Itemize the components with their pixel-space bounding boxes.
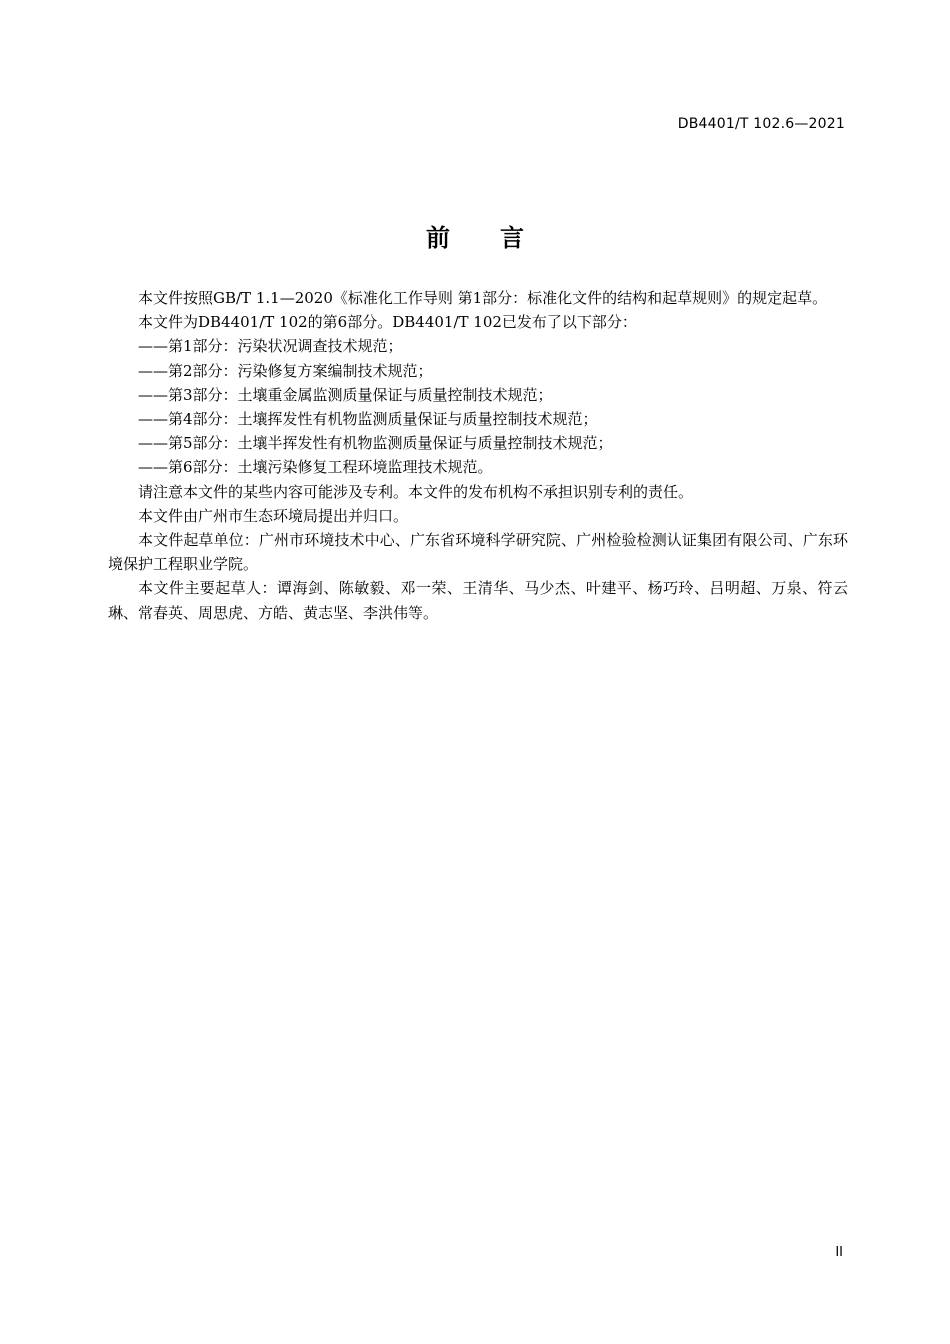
- list-item-part-3: ——第3部分：土壤重金属监测质量保证与质量控制技术规范；: [138, 385, 553, 404]
- paragraph-drafting-rules: 本文件按照GB/T 1.1—2020《标准化工作导则 第1部分：标准化文件的结构和起草规则》的规定起草。: [138, 289, 828, 307]
- list-item-part-2: ——第2部分：污染修复方案编制技术规范；: [138, 361, 433, 380]
- list-item-part-1: ——第1部分：污染状况调查技术规范；: [138, 337, 403, 356]
- paragraph-parts-intro: 本文件为DB4401/T 102的第6部分。DB4401/T 102已发布了以下部分：: [138, 313, 637, 332]
- page-number: II: [835, 1245, 843, 1260]
- foreword-body: [108, 286, 848, 625]
- document-code: DB4401/T 102.6—2021: [677, 116, 845, 132]
- paragraph-drafters: 本文件主要起草人：谭海剑、陈敏毅、邓一荣、王清华、马少杰、叶建平、杨巧玲、吕明超、万泉、符云琳、常春英、周思虎、方皓、黄志坚、李洪伟等。: [108, 579, 848, 622]
- paragraph-patent-notice: 请注意本文件的某些内容可能涉及专利。本文件的发布机构不承担识别专利的责任。: [138, 482, 694, 501]
- paragraph-proposer: 本文件由广州市生态环境局提出并归口。: [138, 506, 409, 525]
- page-title: 前言: [426, 224, 574, 252]
- list-item-part-5: ——第5部分：土壤半挥发性有机物监测质量保证与质量控制技术规范；: [138, 434, 613, 453]
- paragraph-drafting-units: 本文件起草单位：广州市环境技术中心、广东省环境科学研究院、广州检验检测认证集团有限公司、广东环境保护工程职业学院。: [108, 531, 848, 574]
- list-item-part-6: ——第6部分：土壤污染修复工程环境监理技术规范。: [138, 458, 493, 477]
- list-item-part-4: ——第4部分：土壤挥发性有机物监测质量保证与质量控制技术规范；: [138, 410, 598, 429]
